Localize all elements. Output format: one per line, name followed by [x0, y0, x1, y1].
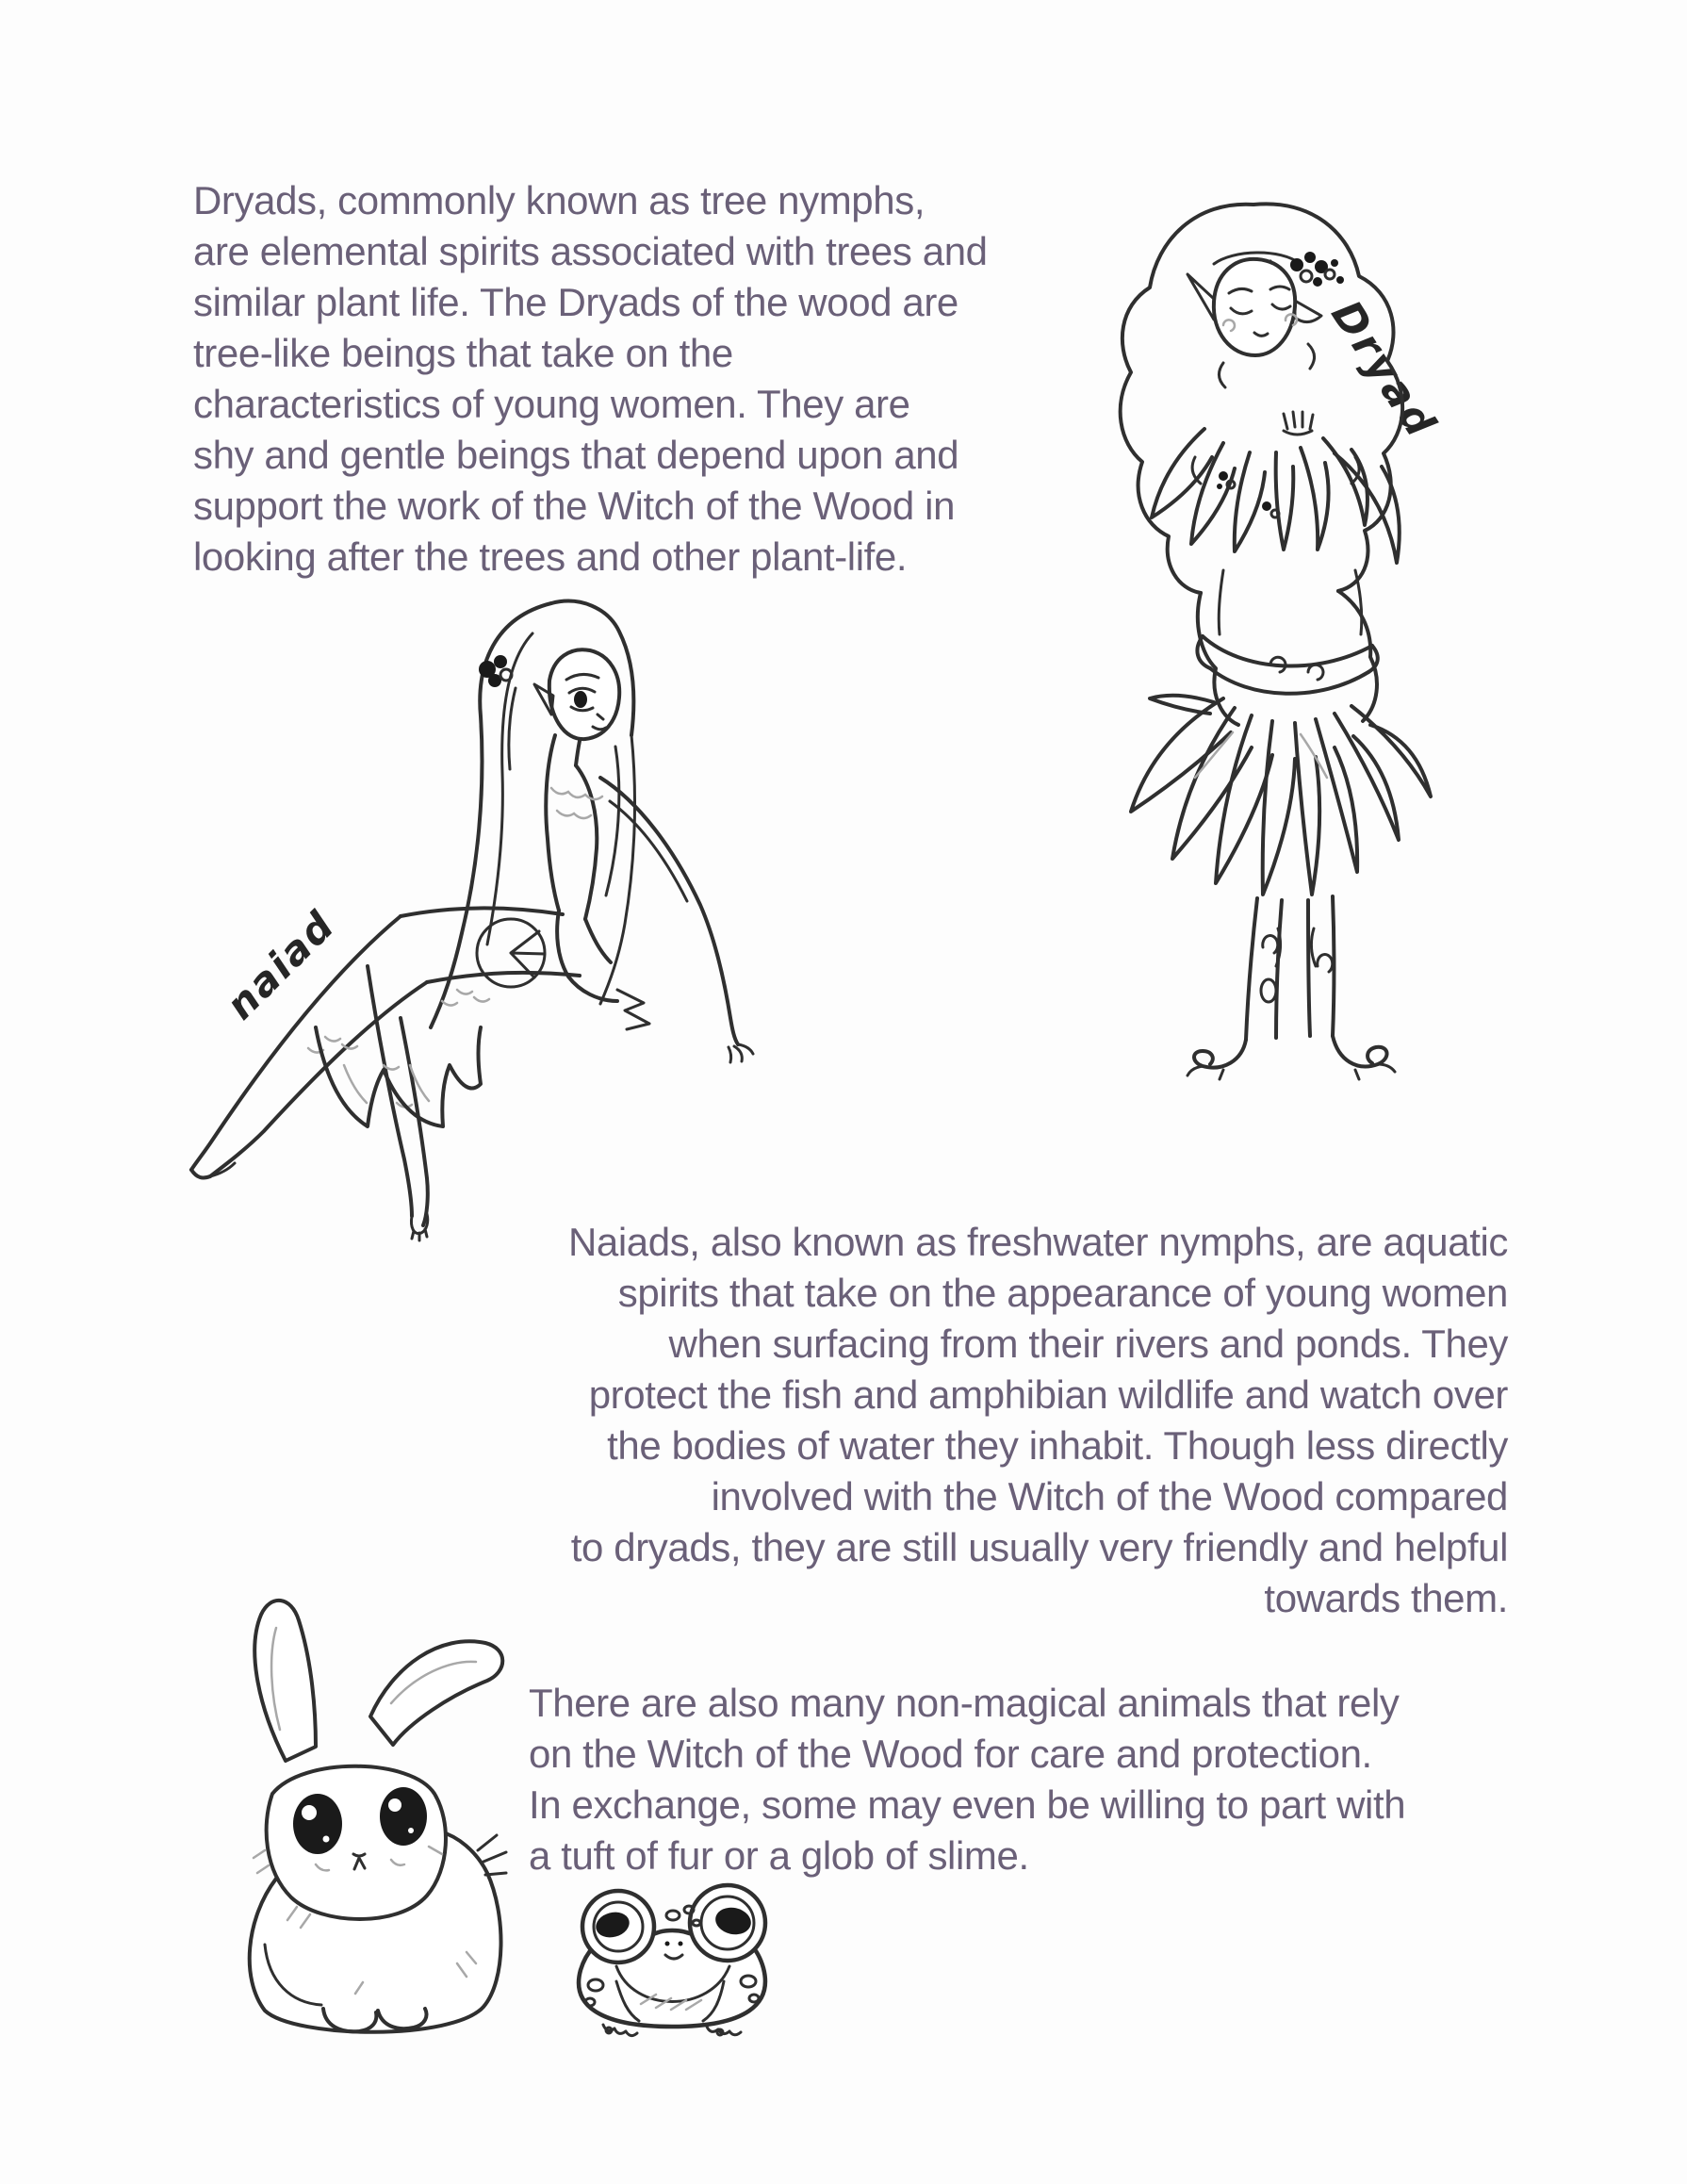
text-line: on the Witch of the Wood for care and protection. [529, 1732, 1372, 1776]
text-line: characteristics of young women. They are [193, 382, 910, 426]
text-line: Naiads, also known as freshwater nymphs, are aquatic [567, 1220, 1508, 1264]
dryad-leaf-bodice [1152, 412, 1400, 634]
frog-sketch [554, 1876, 790, 2041]
rabbit-left-eye [293, 1794, 342, 1854]
text-line: to dryads, they are still usually very friendly and helpful [570, 1525, 1508, 1569]
animals-paragraph [529, 1678, 1584, 1881]
naiad-handwritten-label: naiad [217, 901, 344, 1028]
naiad-illustration [174, 575, 768, 1244]
lilypad-knee-mark [477, 919, 545, 987]
naiad-paragraph [320, 1217, 1508, 1624]
naiad-face [534, 649, 619, 739]
hair-flower [479, 655, 512, 687]
dryad-standing-sketch [1082, 174, 1497, 1117]
text-line: tree-like beings that take on the [193, 331, 733, 375]
text-line: Dryads, commonly known as tree nymphs, [193, 178, 925, 222]
text-line: towards them. [1264, 1576, 1508, 1620]
text-line: when surfacing from their rivers and ponds. They [668, 1322, 1508, 1366]
dryad-paragraph [193, 175, 1136, 583]
rabbit-sketch [174, 1568, 532, 2044]
text-line: are elemental spirits associated with trees and [193, 229, 988, 273]
dryad-handwritten-label: Dryad [1321, 292, 1446, 448]
text-line: protect the fish and amphibian wildlife and watch over [588, 1372, 1508, 1417]
text-line: spirits that take on the appearance of young women [617, 1271, 1508, 1315]
text-line: the bodies of water they inhabit. Though less directly [607, 1423, 1508, 1468]
text-line: a tuft of fur or a glob of slime. [529, 1833, 1029, 1878]
text-line: shy and gentle beings that depend upon and [193, 433, 959, 477]
dryad-bark-legs [1187, 896, 1395, 1079]
naiad-fin-web [316, 1027, 481, 1126]
dryad-crossed-arms [1197, 636, 1377, 694]
dryad-leaf-skirt [1131, 696, 1431, 895]
naiad-body [546, 735, 753, 1062]
text-line: looking after the trees and other plant-life. [193, 534, 908, 579]
frog-illustration [554, 1876, 790, 2041]
text-line: There are also many non-magical animals that rely [529, 1681, 1400, 1725]
text-line: similar plant life. The Dryads of the wood are [193, 280, 958, 324]
rabbit-illustration [174, 1568, 532, 2044]
rabbit-right-eye [380, 1787, 427, 1846]
rabbit-ears [254, 1601, 502, 1761]
text-line: involved with the Witch of the Wood compared [711, 1474, 1508, 1519]
dryad-illustration [1082, 174, 1497, 1117]
hair-flower-cluster [1290, 252, 1344, 287]
naiad-sitting-sketch [174, 575, 768, 1244]
text-line: In exchange, some may even be willing to part with [529, 1782, 1406, 1827]
text-line: support the work of the Witch of the Wood in [193, 484, 956, 528]
